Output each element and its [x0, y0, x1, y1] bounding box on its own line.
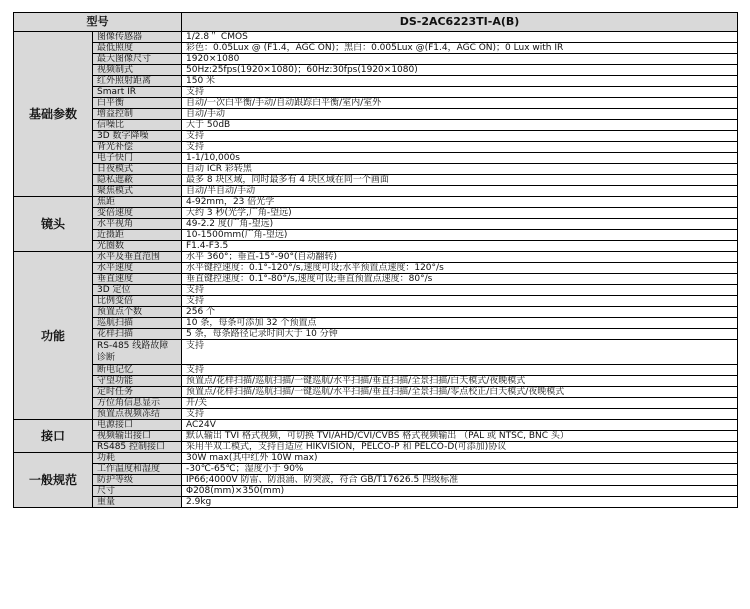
spec-row: [14, 109, 738, 120]
spec-value: 支持: [182, 340, 738, 365]
spec-row: [14, 241, 738, 252]
spec-value: 1/2.8＂ CMOS: [182, 32, 738, 43]
spec-value: 自动/一次白平衡/手动/自动跟踪白平衡/室内/室外: [182, 98, 738, 109]
spec-row: [14, 230, 738, 241]
spec-row: [14, 252, 738, 263]
spec-label: 最低照度: [93, 43, 182, 54]
spec-value: 彩色：0.05Lux @ (F1.4，AGC ON)；黑白：0.005Lux @(F1.4，AGC ON)；0 Lux with IR: [182, 43, 738, 54]
spec-value: 10 条，每条可添加 32 个预置点: [182, 318, 738, 329]
spec-label: 红外照射距离: [93, 76, 182, 87]
spec-value: 256 个: [182, 307, 738, 318]
spec-label: 水平及垂直范围: [93, 252, 182, 263]
spec-row: [14, 340, 738, 365]
model-label: 型号: [14, 13, 182, 32]
spec-label: 比例变倍: [93, 296, 182, 307]
spec-value: F1.4-F3.5: [182, 241, 738, 252]
spec-label: 预置点视频冻结: [93, 409, 182, 420]
spec-value: 最多 8 块区域，同时最多有 4 块区域在同一个画面: [182, 175, 738, 186]
spec-label: 隐私遮蔽: [93, 175, 182, 186]
spec-label: 重量: [93, 497, 182, 508]
spec-row: [14, 409, 738, 420]
spec-label: 白平衡: [93, 98, 182, 109]
spec-label: RS-485 线路故障诊断: [93, 340, 182, 365]
spec-label: 增益控制: [93, 109, 182, 120]
spec-value: 垂直键控速度：0.1°-80°/s,速度可设;垂直预置点速度：80°/s: [182, 274, 738, 285]
spec-value: IP66;4000V 防雷、防浪涌、防突波，符合 GB/T17626.5 四级标准: [182, 475, 738, 486]
spec-row: [14, 197, 738, 208]
spec-label: 背光补偿: [93, 142, 182, 153]
spec-row: [14, 365, 738, 376]
spec-row: [14, 153, 738, 164]
spec-label: 方位角信息显示: [93, 398, 182, 409]
spec-label: Smart IR: [93, 87, 182, 98]
group-label: 功能: [14, 252, 93, 420]
group-label: 接口: [14, 420, 93, 453]
spec-row: [14, 54, 738, 65]
spec-label: 焦距: [93, 197, 182, 208]
spec-value: 水平 360°；垂直-15°-90°(自动翻转): [182, 252, 738, 263]
spec-value: 自动/手动: [182, 109, 738, 120]
spec-value: 支持: [182, 409, 738, 420]
spec-value: AC24V: [182, 420, 738, 431]
spec-value: 49-2.2 度(广角-望远): [182, 219, 738, 230]
spec-value: Φ208(mm)×350(mm): [182, 486, 738, 497]
spec-row: [14, 219, 738, 230]
spec-row: [14, 164, 738, 175]
model-value: DS-2AC6223TI-A(B): [182, 13, 738, 32]
spec-label: 电源接口: [93, 420, 182, 431]
spec-value: 4-92mm，23 倍光学: [182, 197, 738, 208]
spec-value: 自动/半自动/手动: [182, 186, 738, 197]
spec-row: [14, 131, 738, 142]
spec-row: [14, 497, 738, 508]
spec-value: 1-1/10,000s: [182, 153, 738, 164]
spec-label: 最大图像尺寸: [93, 54, 182, 65]
spec-value: 水平键控速度：0.1°-120°/s,速度可设;水平预置点速度：120°/s: [182, 263, 738, 274]
spec-label: 预置点个数: [93, 307, 182, 318]
spec-label: 尺寸: [93, 486, 182, 497]
group-label: 镜头: [14, 197, 93, 252]
spec-label: 水平视角: [93, 219, 182, 230]
spec-row: [14, 65, 738, 76]
spec-value: 开/关: [182, 398, 738, 409]
spec-value: 支持: [182, 87, 738, 98]
spec-label: 聚焦模式: [93, 186, 182, 197]
spec-row: [14, 318, 738, 329]
spec-label: 功耗: [93, 453, 182, 464]
spec-label: 水平速度: [93, 263, 182, 274]
spec-label: 巡航扫描: [93, 318, 182, 329]
spec-row: [14, 76, 738, 87]
spec-row: [14, 486, 738, 497]
spec-row: [14, 296, 738, 307]
spec-label: 视频输出接口: [93, 431, 182, 442]
spec-label: 图像传感器: [93, 32, 182, 43]
spec-label: 光圈数: [93, 241, 182, 252]
spec-value: 预置点/花样扫描/巡航扫描/一键巡航/水平扫描/垂直扫描/全景扫描/零点校正/白天模式/夜晚模式: [182, 387, 738, 398]
spec-value: 支持: [182, 365, 738, 376]
spec-label: 工作温度和湿度: [93, 464, 182, 475]
spec-row: [14, 453, 738, 464]
spec-row: [14, 87, 738, 98]
spec-row: [14, 208, 738, 219]
spec-row: [14, 263, 738, 274]
spec-label: 信噪比: [93, 120, 182, 131]
spec-row: [14, 475, 738, 486]
spec-label: 3D 数字降噪: [93, 131, 182, 142]
spec-label: 定时任务: [93, 387, 182, 398]
spec-value: 1920×1080: [182, 54, 738, 65]
spec-value: 50Hz:25fps(1920×1080)；60Hz:30fps(1920×1080): [182, 65, 738, 76]
spec-label: RS485 控制接口: [93, 442, 182, 453]
spec-row: [14, 431, 738, 442]
spec-value: 150 米: [182, 76, 738, 87]
spec-label: 防护等级: [93, 475, 182, 486]
spec-value: 支持: [182, 285, 738, 296]
header-row: [14, 13, 738, 32]
spec-row: [14, 442, 738, 453]
spec-label: 近摄距: [93, 230, 182, 241]
spec-value: 预置点/花样扫描/巡航扫描/一键巡航/水平扫描/垂直扫描/全景扫描/白天模式/夜晚模式: [182, 376, 738, 387]
spec-row: [14, 285, 738, 296]
spec-value: -30℃-65℃；湿度小于 90%: [182, 464, 738, 475]
spec-row: [14, 307, 738, 318]
spec-row: [14, 420, 738, 431]
spec-value: 支持: [182, 131, 738, 142]
spec-row: [14, 43, 738, 54]
spec-value: 30W max(其中红外 10W max): [182, 453, 738, 464]
spec-row: [14, 175, 738, 186]
spec-value: 大于 50dB: [182, 120, 738, 131]
spec-row: [14, 120, 738, 131]
spec-row: [14, 142, 738, 153]
spec-label: 视频制式: [93, 65, 182, 76]
spec-label: 守望功能: [93, 376, 182, 387]
spec-value: 2.9kg: [182, 497, 738, 508]
spec-value: 支持: [182, 296, 738, 307]
spec-row: [14, 464, 738, 475]
spec-row: [14, 32, 738, 43]
spec-value: 采用半双工模式，支持自适应 HIKVISION，PELCO-P 和 PELCO-D(可添加)协议: [182, 442, 738, 453]
spec-value: 自动 ICR 彩转黑: [182, 164, 738, 175]
spec-row: [14, 329, 738, 340]
spec-label: 日夜模式: [93, 164, 182, 175]
spec-value: 5 条，每条路径记录时间大于 10 分钟: [182, 329, 738, 340]
spec-label: 垂直速度: [93, 274, 182, 285]
spec-label: 花样扫描: [93, 329, 182, 340]
group-label: 基础参数: [14, 32, 93, 197]
spec-row: [14, 186, 738, 197]
spec-label: 3D 定位: [93, 285, 182, 296]
spec-label: 断电记忆: [93, 365, 182, 376]
spec-value: 10-1500mm(广角-望远): [182, 230, 738, 241]
spec-row: [14, 376, 738, 387]
spec-label: 变倍速度: [93, 208, 182, 219]
spec-label: 电子快门: [93, 153, 182, 164]
spec-value: 大约 3 秒(光学,广角-望远): [182, 208, 738, 219]
spec-value: 支持: [182, 142, 738, 153]
spec-table: [13, 12, 738, 508]
group-label: 一般规范: [14, 453, 93, 508]
spec-row: [14, 274, 738, 285]
spec-row: [14, 398, 738, 409]
spec-sheet: [13, 12, 737, 508]
spec-row: [14, 387, 738, 398]
spec-value: 默认输出 TVI 格式视频，可切换 TVI/AHD/CVI/CVBS 格式视频输出 （PAL 或 NTSC, BNC 头）: [182, 431, 738, 442]
spec-row: [14, 98, 738, 109]
